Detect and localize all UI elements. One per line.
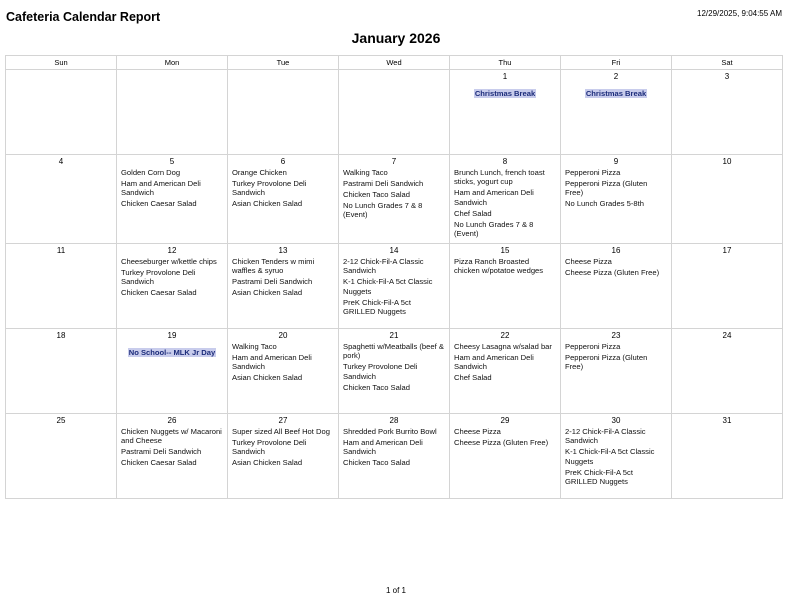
day-number: 26 (167, 416, 177, 425)
menu-item: Chicken Taco Salad (343, 190, 410, 199)
report-title: Cafeteria Calendar Report (6, 10, 161, 24)
day-cell (672, 155, 783, 244)
day-number: 19 (167, 331, 177, 340)
menu-item: Chicken Taco Salad (343, 382, 410, 392)
day-number: 21 (389, 331, 399, 340)
page-number: 1 of 1 (385, 586, 406, 595)
menu-item: Pastrami Deli Sandwich (232, 277, 313, 287)
calendar-body (6, 70, 783, 499)
day-cell-content (450, 70, 560, 103)
day-cell-content (561, 244, 671, 281)
day-cell (117, 329, 228, 414)
day-cell (228, 329, 339, 414)
weekday-header-sat: Sat (672, 56, 783, 70)
day-number: 4 (58, 157, 64, 166)
day-cell-content (6, 414, 116, 429)
day-cell-content (339, 329, 449, 396)
day-cell-content (6, 70, 116, 75)
menu-item: Pepperoni Pizza (565, 168, 621, 177)
day-cell (561, 244, 672, 329)
day-cell-content (117, 70, 227, 75)
day-cell (6, 244, 117, 329)
day-number: 10 (722, 157, 732, 166)
day-cell-content (561, 155, 671, 212)
day-cell (228, 155, 339, 244)
weekday-header-wed: Wed (339, 56, 450, 70)
day-cell-content (117, 329, 227, 362)
day-cell (339, 414, 450, 499)
special-day-banner (454, 83, 556, 101)
special-day-label: Christmas Break (474, 89, 536, 98)
menu-item: No Lunch Grades 5-8th (565, 199, 644, 209)
day-number: 2 (613, 72, 619, 81)
menu-item: Pastrami Deli Sandwich (343, 179, 424, 188)
menu-item: Pepperoni Pizza (565, 342, 621, 351)
menu-item: K-1 Chick-Fil-A 5ct Classic Nuggets (343, 277, 433, 296)
day-cell (117, 70, 228, 155)
weekday-header-fri: Fri (561, 56, 672, 70)
day-cell-content (228, 329, 338, 386)
day-cell-content (672, 329, 782, 344)
day-cell-content (228, 70, 338, 75)
day-number: 28 (389, 416, 399, 425)
day-number: 25 (56, 416, 66, 425)
week-row (6, 329, 783, 414)
day-cell-content (228, 244, 338, 301)
day-number: 22 (500, 331, 510, 340)
menu-item: Ham and American Deli Sandwich (343, 438, 423, 457)
day-cell (6, 70, 117, 155)
menu-item: Chef Salad (454, 208, 492, 218)
week-row (6, 414, 783, 499)
special-day-label: Christmas Break (585, 89, 647, 98)
day-cell (228, 70, 339, 155)
day-cell-content (6, 155, 116, 170)
day-cell-content (672, 70, 782, 85)
day-cell-content (117, 414, 227, 471)
day-number: 15 (500, 246, 510, 255)
menu-item: Chicken Nuggets w/ Macaroni and Cheese (121, 427, 222, 446)
special-day-banner (121, 342, 223, 360)
day-cell (117, 155, 228, 244)
menu-item: Cheese Pizza (454, 427, 501, 436)
day-cell-content (561, 414, 671, 490)
weekday-header-mon: Mon (117, 56, 228, 70)
menu-item: Brunch Lunch, french toast sticks, yogurt cup (454, 168, 545, 187)
day-number: 1 (502, 72, 508, 81)
menu-item: Golden Corn Dog (121, 168, 181, 177)
day-number: 3 (724, 72, 730, 81)
calendar-grid (5, 55, 783, 499)
day-cell (339, 329, 450, 414)
special-day-banner (565, 83, 667, 101)
day-cell-content (450, 155, 560, 242)
menu-item: Cheese Pizza (Gluten Free) (565, 268, 660, 277)
day-cell (672, 414, 783, 499)
menu-item: K-1 Chick-Fil-A 5ct Classic Nuggets (565, 447, 655, 466)
day-cell-content (6, 244, 116, 259)
day-number: 13 (278, 246, 288, 255)
menu-item: No Lunch Grades 7 & 8 (Event) (454, 219, 534, 239)
day-number: 14 (389, 246, 399, 255)
day-cell-content (339, 414, 449, 471)
week-row (6, 70, 783, 155)
menu-item: Cheesy Lasagna w/salad bar (454, 342, 552, 351)
special-day-label: No School-- MLK Jr Day (128, 348, 216, 357)
menu-item: Walking Taco (232, 342, 277, 351)
menu-item: PreK Chick-Fil-A 5ct GRILLED Nuggets (343, 297, 411, 317)
menu-item: Cheeseburger w/kettle chips (121, 257, 217, 266)
day-number: 30 (611, 416, 621, 425)
day-cell (561, 70, 672, 155)
day-cell (6, 155, 117, 244)
month-title: January 2026 (351, 30, 441, 46)
week-row (6, 155, 783, 244)
menu-item: Chicken Taco Salad (343, 458, 410, 468)
menu-item: Ham and American Deli Sandwich (454, 188, 534, 207)
day-number: 31 (722, 416, 732, 425)
day-cell (450, 70, 561, 155)
day-number: 11 (56, 246, 66, 255)
day-number: 23 (611, 331, 621, 340)
day-cell-content (6, 329, 116, 344)
menu-item: Pizza Ranch Broasted chicken w/potatoe wedges (454, 257, 544, 276)
menu-item: Turkey Provolone Deli Sandwich (232, 179, 307, 198)
day-cell (672, 329, 783, 414)
day-cell (339, 70, 450, 155)
weekday-header-tue: Tue (228, 56, 339, 70)
day-number: 7 (391, 157, 397, 166)
menu-item: Orange Chicken (232, 168, 287, 177)
menu-item: Turkey Provolone Deli Sandwich (232, 438, 307, 457)
week-row (6, 244, 783, 329)
day-number: 29 (500, 416, 510, 425)
day-cell-content (228, 155, 338, 212)
day-cell (6, 414, 117, 499)
day-number: 24 (722, 331, 732, 340)
day-cell-content (228, 414, 338, 471)
day-cell (450, 329, 561, 414)
day-cell-content (561, 329, 671, 375)
day-number: 18 (56, 331, 66, 340)
day-number: 6 (280, 157, 286, 166)
day-cell-content (117, 155, 227, 212)
day-cell (228, 244, 339, 329)
menu-item: Chicken Caesar Salad (121, 458, 197, 468)
menu-item: Super sized All Beef Hot Dog (232, 427, 330, 436)
day-cell (117, 244, 228, 329)
day-cell-content (450, 244, 560, 279)
day-cell (339, 244, 450, 329)
day-cell-content (339, 70, 449, 75)
menu-item: Pepperoni Pizza (Gluten Free) (565, 179, 648, 198)
menu-item: 2-12 Chick-Fil-A Classic Sandwich (565, 427, 646, 446)
day-number: 20 (278, 331, 288, 340)
day-cell (561, 329, 672, 414)
menu-item: Cheese Pizza (Gluten Free) (454, 438, 549, 447)
menu-item: Walking Taco (343, 168, 388, 177)
menu-item: Chicken Tenders w mimi waffles & syruo (232, 257, 315, 276)
menu-item: Asian Chicken Salad (232, 288, 303, 298)
weekday-header-row (6, 56, 783, 70)
day-cell (672, 70, 783, 155)
day-cell (117, 414, 228, 499)
day-cell (672, 244, 783, 329)
menu-item: Pastrami Deli Sandwich (121, 447, 202, 457)
day-number: 12 (167, 246, 177, 255)
menu-item: Ham and American Deli Sandwich (121, 179, 201, 198)
day-cell (450, 244, 561, 329)
day-cell-content (450, 414, 560, 451)
menu-item: Ham and American Deli Sandwich (232, 353, 312, 372)
day-cell (228, 414, 339, 499)
menu-item: 2-12 Chick-Fil-A Classic Sandwich (343, 257, 424, 276)
menu-item: Cheese Pizza (565, 257, 612, 266)
menu-item: Turkey Provolone Deli Sandwich (121, 268, 196, 287)
day-number: 27 (278, 416, 288, 425)
day-cell (6, 329, 117, 414)
day-cell (561, 414, 672, 499)
day-cell-content (117, 244, 227, 301)
day-cell-content (561, 70, 671, 103)
menu-item: Chicken Caesar Salad (121, 199, 197, 209)
menu-item: Ham and American Deli Sandwich (454, 353, 534, 372)
menu-item: Spaghetti w/Meatballs (beef & pork) (343, 342, 444, 361)
menu-item: Chicken Caesar Salad (121, 288, 197, 298)
menu-item: Asian Chicken Salad (232, 458, 303, 468)
day-cell (561, 155, 672, 244)
day-number: 5 (169, 157, 175, 166)
menu-item: Turkey Provolone Deli Sandwich (343, 362, 418, 381)
menu-item: PreK Chick-Fil-A 5ct GRILLED Nuggets (565, 467, 633, 487)
menu-item: Pepperoni Pizza (Gluten Free) (565, 353, 648, 372)
menu-item: Shredded Pork Burrito Bowl (343, 427, 437, 436)
menu-item: Asian Chicken Salad (232, 199, 303, 209)
menu-item: Chef Salad (454, 373, 492, 383)
day-cell-content (339, 155, 449, 223)
day-number: 8 (502, 157, 508, 166)
day-number: 17 (722, 246, 732, 255)
day-cell-content (672, 414, 782, 429)
menu-item: No Lunch Grades 7 & 8 (Event) (343, 201, 423, 220)
weekday-header-sun: Sun (6, 56, 117, 70)
day-cell-content (672, 244, 782, 259)
day-cell (339, 155, 450, 244)
day-cell (450, 155, 561, 244)
day-cell-content (339, 244, 449, 320)
day-number: 9 (613, 157, 619, 166)
report-timestamp: 12/29/2025, 9:04:55 AM (697, 9, 782, 18)
day-cell-content (672, 155, 782, 170)
menu-item: Asian Chicken Salad (232, 373, 303, 383)
day-cell-content (450, 329, 560, 386)
day-number: 16 (611, 246, 621, 255)
weekday-header-thu: Thu (450, 56, 561, 70)
day-cell (450, 414, 561, 499)
